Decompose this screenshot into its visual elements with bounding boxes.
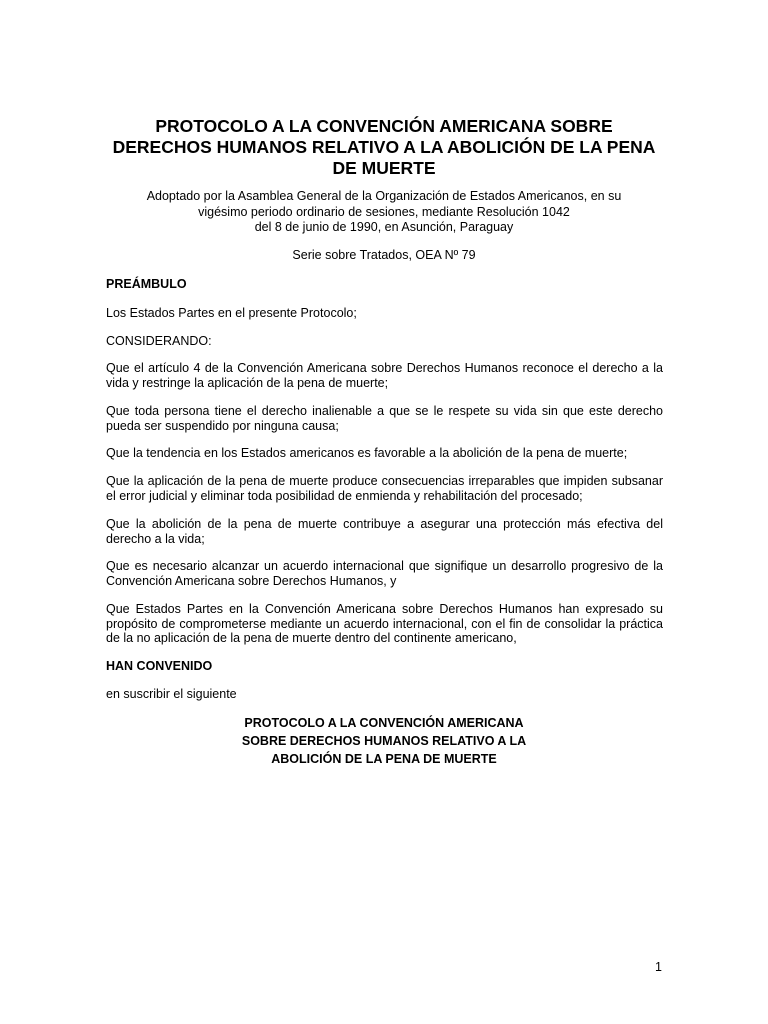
recital-paragraph — [106, 517, 663, 546]
recital-line: derecho a la vida; — [106, 531, 205, 546]
adoption-line: Adoptado por la Asamblea General de la Organización de Estados Americanos, en su — [146, 189, 622, 203]
recital-line: de la no aplicación de la pena de muerte dentro del continente americano, — [106, 631, 517, 645]
recital-line: Que toda persona tiene el derecho inalienable a que se le respete su vida sin que este derecho — [106, 404, 663, 418]
treaty-series: Serie sobre Tratados, OEA Nº 79 — [292, 248, 476, 262]
considerando-label: CONSIDERANDO: — [106, 334, 212, 348]
document-title-line: PROTOCOLO A LA CONVENCIÓN AMERICANA SOBRE — [155, 116, 613, 136]
adoption-line: del 8 de junio de 1990, en Asunción, Paraguay — [254, 220, 514, 234]
recital-line: Que el artículo 4 de la Convención Americana sobre Derechos Humanos reconoce el derecho a la — [106, 361, 663, 375]
intro-paragraph: Los Estados Partes en el presente Protocolo; — [106, 306, 357, 320]
adoption-statement — [90, 189, 678, 236]
recital-line: Convención Americana sobre Derechos Humanos, y — [106, 573, 397, 588]
page-number: 1 — [655, 960, 662, 974]
recital-line: Que Estados Partes en la Convención Americana sobre Derechos Humanos han expresado su — [106, 602, 663, 616]
protocol-subtitle-line: PROTOCOLO A LA CONVENCIÓN AMERICANA — [244, 716, 524, 730]
han-convenido-heading: HAN CONVENIDO — [106, 659, 213, 673]
suscribir-text: en suscribir el siguiente — [106, 687, 237, 701]
recital-paragraph — [106, 474, 663, 503]
document-title-line: DE MUERTE — [332, 158, 436, 178]
recital-paragraph — [106, 404, 663, 433]
protocol-subtitle — [140, 714, 628, 768]
adoption-line: vigésimo periodo ordinario de sesiones, mediante Resolución 1042 — [198, 204, 570, 219]
recital-line: el error judicial y eliminar toda posibilidad de enmienda y rehabilitación del procesado; — [106, 488, 583, 503]
recital-line: Que la tendencia en los Estados americanos es favorable a la abolición de la pena de muerte; — [106, 446, 628, 460]
preamble-heading: PREÁMBULO — [106, 277, 187, 291]
recital-paragraph — [106, 602, 663, 646]
protocol-subtitle-line: ABOLICIÓN DE LA PENA DE MUERTE — [271, 752, 497, 766]
recital-line: Que la abolición de la pena de muerte contribuye a asegurar una protección más efectiva del — [106, 517, 663, 531]
recital-line: Que la aplicación de la pena de muerte produce consecuencias irreparables que impiden subsanar — [106, 474, 663, 488]
recital-paragraph — [106, 559, 663, 588]
document-title — [90, 116, 678, 179]
recital-line: Que es necesario alcanzar un acuerdo internacional que signifique un desarrollo progresivo de la — [106, 559, 663, 573]
protocol-subtitle-line: SOBRE DERECHOS HUMANOS RELATIVO A LA — [241, 734, 527, 748]
recital-line: vida y restringe la aplicación de la pena de muerte; — [106, 375, 389, 390]
recital-paragraph — [106, 361, 663, 390]
recital-line: pueda ser suspendido por ninguna causa; — [106, 418, 339, 433]
recital-line: propósito de comprometerse mediante un acuerdo internacional, con el fin de consolidar la práctica — [106, 616, 663, 631]
recital-paragraph — [106, 446, 663, 461]
document-title-line: DERECHOS HUMANOS RELATIVO A LA ABOLICIÓN DE LA PENA — [112, 137, 656, 157]
